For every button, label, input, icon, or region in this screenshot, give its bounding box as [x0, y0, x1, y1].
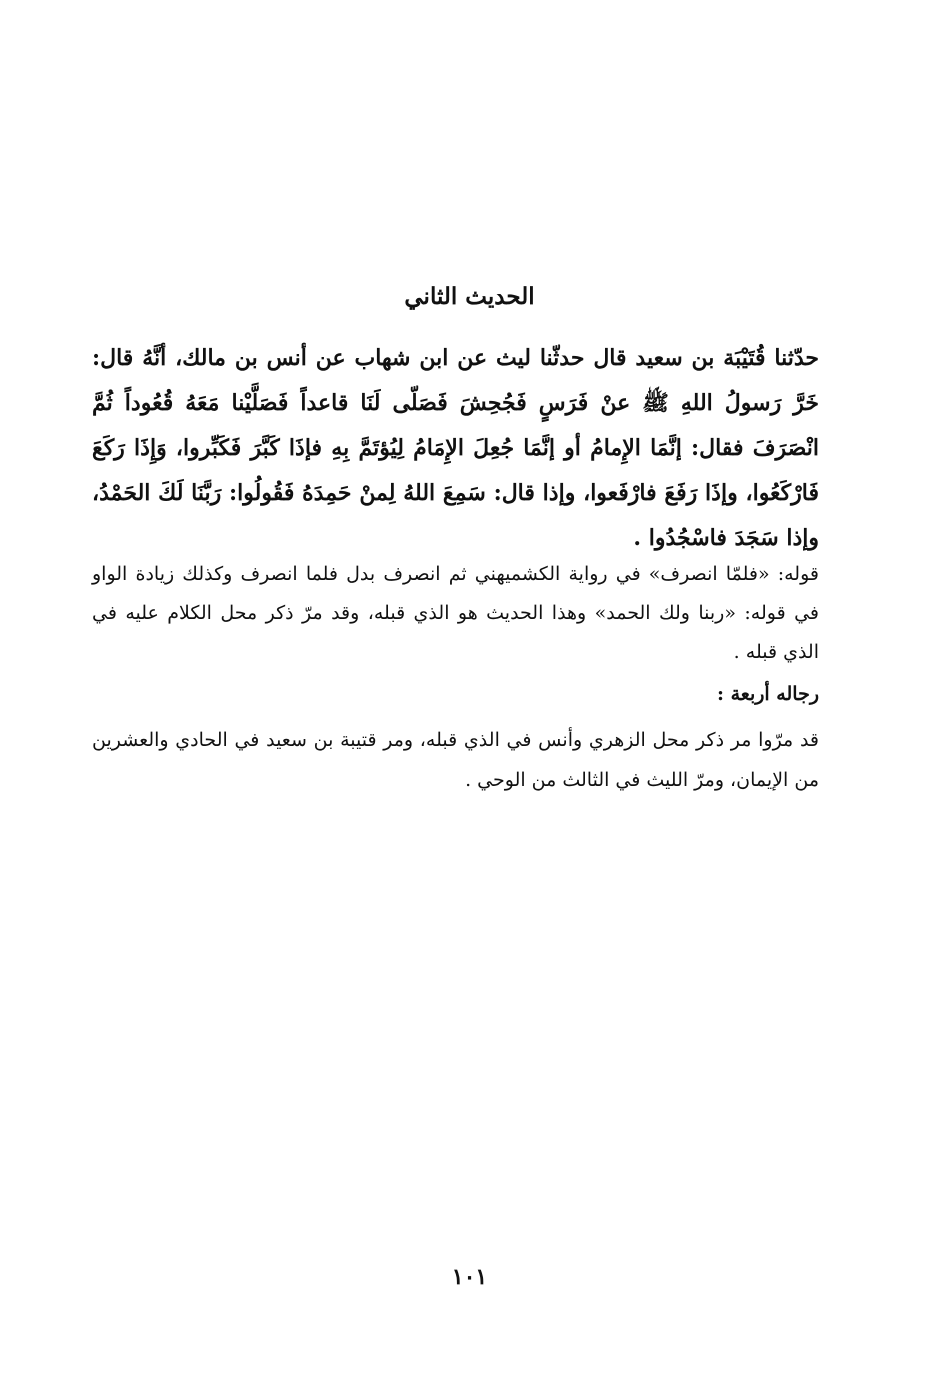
hadith-text: حدّثنا قُتَيْبَة بن سعيد قال حدثّنا ليث عن ابن شهاب عن أنس بن مالك، أنَّهُ قال: خَرَّ رَسولُ اللهِ ﷺ عنْ فَرَسٍ فَجُحِشَ فَصَلّى لَنَا قاعداً فَصَلَّيْنا مَعَهُ قُعُوداً ثُمَّ انْصَرَفَ فقال: إنَّمَا الإِمامُ أو إنَّمَا جُعِلَ الإِمَامُ لِيُؤتَمَّ بِهِ فإذَا كَبَّرَ فَكَبِّروا، وَإِذَا رَكَعَ فَارْكَعُوا، وإذَا رَفَعَ فارْفَعوا، وإذا قال: سَمِعَ اللهُ لِمنْ حَمِدَهُ فَقُولُوا: رَبَّنَا لَكَ الحَمْدُ، وإذا سَجَدَ فاسْجُدُوا . [92, 345, 819, 551]
hadith-heading: الحديث الثاني [404, 283, 535, 310]
narrators-heading: رجاله أربعة : [716, 683, 819, 705]
narrators-paragraph: قد مرّوا مر ذكر محل الزهري وأنس في الذي قبله، ومر قتيبة بن سعيد في الحادي والعشرين من الإيمان، ومرّ الليث في الثالث من الوحي . [92, 729, 819, 791]
commentary-paragraph: قوله: «فلمّا انصرف» في رواية الكشميهني ثم انصرف بدل فلما انصرف وكذلك زيادة الواو في قوله: «ربنا ولك الحمد» وهذا الحديث هو الذي قبله، وقد مرّ ذكر محل الكلام عليه في الذي قبله . [92, 563, 819, 663]
page-number: ١٠١ [451, 1264, 488, 1290]
